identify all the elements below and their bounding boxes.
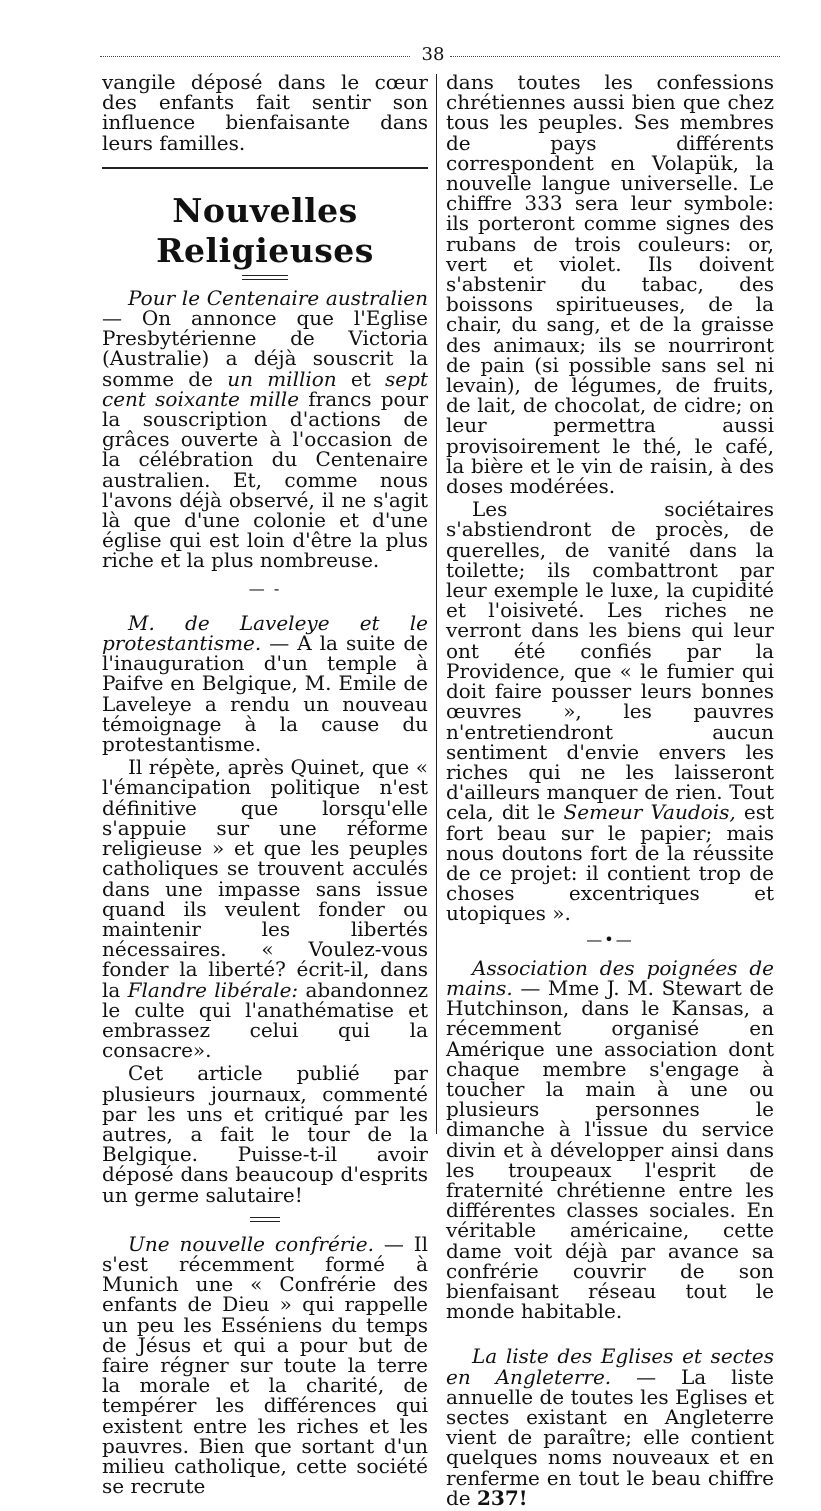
confrerie-continued-p2 — [446, 497, 774, 926]
article-poignees — [446, 955, 774, 1324]
article-liste — [446, 1346, 774, 1508]
separator: —•— — [586, 929, 634, 949]
article-text: est fort beau sur le papier; mais nous doutons fort de la réussite de ce projet: il contient trop de choses excentriques et utopiques ». — [446, 800, 774, 926]
article-heading: La liste des Eglises et sectes en Angleterre. — [446, 1344, 774, 1389]
spacer — [446, 1324, 774, 1346]
article-text: et — [336, 366, 386, 391]
article-laveleye-p3: Cet article publié par plusieurs journaux, commenté par les uns et critiqué par les autres, a fait le tour de la Belgique. Puisse-t-il avoir déposé dans beaucoup d'esprits un germe salutaire! — [102, 1061, 428, 1207]
column-divider — [436, 74, 437, 1134]
article-heading: Une nouvelle confrérie. — [128, 1231, 374, 1256]
page-header — [100, 46, 780, 66]
section-title: Nouvelles Religieuses — [156, 190, 374, 270]
article-text: francs pour la souscription d'actions de grâces ouverte à l'occasion de la célébration du Centenaire australien. Et, comme nous l'avons déjà observé, il ne s'agit là que d'une colonie et d'une église qui est loin d'être la plus riche et la plus nombreuse. — [102, 386, 428, 573]
confrerie-continued: dans toutes les confessions chrétiennes aussi bien que chez tous les peuples. Ses membres de pays différents correspondent en Volapük, la nouvelle langue universelle. Le chiffre 333 sera leur symbole: ils porteront comme signes des rubans de trois couleurs: or, vert et violet. Ils doivent s'abstenir du tabac, des boissons spiritueuses, de la chair, du sang, et de la graisse des animaux; ils se nourriront de pain (si possible sans sel ni levain), de légumes, de fruits, de lait, de chocolat, de cidre; on leur permettra aussi provisoirement le thé, le café, la bière et le vin de raisin, à des doses modérées. — [446, 70, 774, 499]
sect-count: 237! — [477, 1485, 528, 1510]
left-column — [102, 72, 428, 1499]
article-laveleye — [102, 610, 428, 757]
article-text: — A la suite de l'inauguration d'un temple à Paifve en Belgique, M. Emile de Laveleye a rendu un nouveau témoignage à la cause du protestantisme. — [102, 631, 428, 757]
journal-name: Flandre libérale: — [127, 977, 299, 1002]
article-text: Les sociétaires s'abstiendront de procès, de querelles, de vanité dans la toilette; ils combattront par leur exemple le luxe, la cupidité et l'oisiveté. Les riches ne verront dans les biens qui leur ont été confiés par la Providence, que « le fumier qui doit faire pousser leurs bonnes œuvres », les pauvres n'entretiendront aucun sentiment d'envie envers les riches qui ne les laisseront d'ailleurs manquer de rien. Tout cela, dit le — [446, 497, 774, 825]
article-text: abandonnez le culte qui l'anathématise et embrassez celui qui la consacre». — [102, 977, 428, 1063]
article-heading: M. de Laveleye et le protestantisme. — [102, 610, 428, 656]
separator-dash — [250, 1217, 280, 1222]
article-text: Il répète, après Quinet, que « l'émancipation politique n'est définitive que lorsqu'elle s'appuie sur une réforme religieuse » et que les peuples catholiques se trouvent acculés dans une impasse sans issue quand ils veulent fonder ou maintenir les libertés nécessaires. « Voulez-vous fonder la liberté? écrit-il, dans la — [102, 755, 428, 1002]
right-column — [446, 72, 774, 1511]
article-text: — Mme J. M. Stewart de Hutchinson, dans le Kansas, a récemment organisé en Amérique une association dont chaque membre s'engage à toucher la main à une ou plusieurs personnes le dimanche à l'issue du service divin et à développer ainsi dans les troupeaux l'esprit de fraternité chrétienne entre les différentes classes sociales. En véritable américaine, cette dame voit déjà par avance sa confrérie couvrir de son bienfaisant réseau tout le monde habitable. — [446, 975, 774, 1324]
header-rule-left — [100, 56, 410, 57]
amount-sept-cent: sept cent soixante mille — [102, 366, 428, 411]
title-double-dash — [242, 275, 288, 280]
article-text: — On annonce que l'Eglise Presbytérienne de Victoria (Australie) a déjà souscrit la somme de — [102, 306, 428, 391]
section-rule — [102, 167, 428, 169]
article-laveleye-p2 — [102, 755, 428, 1063]
separator: — - — [248, 578, 282, 598]
amount-million: un million — [227, 366, 337, 391]
article-confrerie — [102, 1231, 428, 1499]
article-text: — Il s'est récemment formé à Munich une « Confrérie des enfants de Dieu » qui rappelle un peu les Esséniens du temps de Jésus et qui a pour but de faire régner sur toute la terre la morale et la charité, de tempérer les différences qui existent entre les riches et les pauvres. Bien que sortant d'un milieu catholique, cette société se recrute — [102, 1231, 428, 1499]
page-number: 38 — [421, 44, 445, 65]
article-text: — La liste annuelle de toutes les Eglises et sectes existant en Angleterre vient de paraître; elle contient quelques noms nouveaux et en renferme en tout le beau chiffre de — [446, 1364, 774, 1510]
intro-paragraph: vangile déposé dans le cœur des enfants fait sentir son influence bienfaisante dans leurs familles. — [102, 70, 428, 155]
journal-name: Semeur Vaudois, — [563, 800, 736, 825]
article-heading: Pour le Centenaire australien — [128, 285, 428, 310]
article-heading: Association des poignées de mains. — [446, 955, 774, 1000]
header-rule-right — [450, 56, 780, 57]
article-centenaire — [102, 285, 428, 573]
